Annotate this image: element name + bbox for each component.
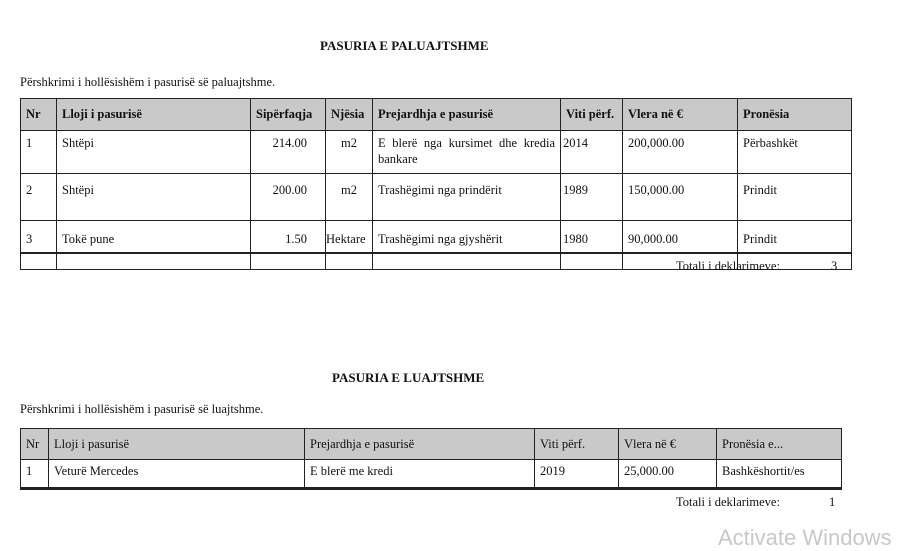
cell-type: Veturë Mercedes (49, 460, 305, 490)
movable-total-value: 1 (829, 495, 836, 509)
cell-year: 2019 (535, 460, 619, 490)
movable-total-label: Totali i deklarimeve: (676, 495, 780, 509)
immovable-table (20, 98, 852, 270)
cell-area: 1.50 (251, 221, 326, 270)
movable-title: PASURIA E LUAJTSHME (332, 370, 485, 385)
table-row (21, 460, 842, 490)
col-header-type: Lloji i pasurisë (57, 99, 251, 131)
col-header-year: Viti përf. (561, 99, 623, 131)
cell-value: 25,000.00 (619, 460, 717, 490)
cell-nr: 3 (21, 221, 57, 270)
cell-area: 214.00 (251, 131, 326, 174)
cell-origin: Trashëgimi nga prindërit (373, 174, 561, 221)
cell-nr: 2 (21, 174, 57, 221)
col-header-type: Lloji i pasurisë (49, 429, 305, 460)
table-bottom-rule (20, 252, 851, 254)
cell-unit: m2 (326, 174, 373, 221)
col-header-unit: Njësia (326, 99, 373, 131)
col-header-origin: Prejardhja e pasurisë (373, 99, 561, 131)
movable-table (20, 428, 842, 490)
cell-type: Shtëpi (57, 131, 251, 174)
col-header-ownership: Pronësia (738, 99, 852, 131)
col-header-value: Vlera në € (619, 429, 717, 460)
cell-value: 200,000.00 (623, 131, 738, 174)
cell-year: 2014 (561, 131, 623, 174)
cell-ownership: Bashkëshortit/es (717, 460, 842, 490)
cell-type: Tokë pune (57, 221, 251, 270)
col-header-ownership: Pronësia e... (717, 429, 842, 460)
col-header-year: Viti përf. (535, 429, 619, 460)
col-header-nr: Nr (21, 99, 57, 131)
immovable-description: Përshkrimi i hollësishëm i pasurisë së paluajtshme. (20, 75, 276, 89)
col-header-area: Sipërfaqja (251, 99, 326, 131)
col-header-origin: Prejardhja e pasurisë (305, 429, 535, 460)
cell-year: 1989 (561, 174, 623, 221)
cell-ownership: Prindit (738, 174, 852, 221)
cell-nr: 1 (21, 131, 57, 174)
immovable-total-label: Totali i deklarimeve: (676, 259, 780, 273)
cell-unit: m2 (326, 131, 373, 174)
immovable-header-row (21, 99, 852, 131)
col-header-nr: Nr (21, 429, 49, 460)
col-header-value: Vlera në € (623, 99, 738, 131)
table-bottom-rule (20, 487, 841, 489)
immovable-title: PASURIA E PALUAJTSHME (320, 38, 489, 53)
cell-area: 200.00 (251, 174, 326, 221)
immovable-total-value: 3 (831, 259, 838, 273)
cell-origin: E blerë me kredi (305, 460, 535, 490)
cell-ownership: Prindit (738, 221, 852, 270)
cell-type: Shtëpi (57, 174, 251, 221)
table-row (21, 131, 852, 174)
cell-nr: 1 (21, 460, 49, 490)
activation-watermark: Activate Windows (718, 525, 892, 550)
cell-value: 150,000.00 (623, 174, 738, 221)
cell-value: 90,000.00 (623, 221, 738, 270)
cell-year: 1980 (561, 221, 623, 270)
cell-unit: Hektare (326, 221, 373, 270)
cell-origin: E blerë nga kursimet dhe kredia bankare (373, 131, 561, 174)
movable-description: Përshkrimi i hollësishëm i pasurisë së luajtshme. (20, 402, 264, 416)
cell-origin: Trashëgimi nga gjyshërit (373, 221, 561, 270)
cell-ownership: Përbashkët (738, 131, 852, 174)
table-row (21, 174, 852, 221)
movable-header-row (21, 429, 842, 460)
